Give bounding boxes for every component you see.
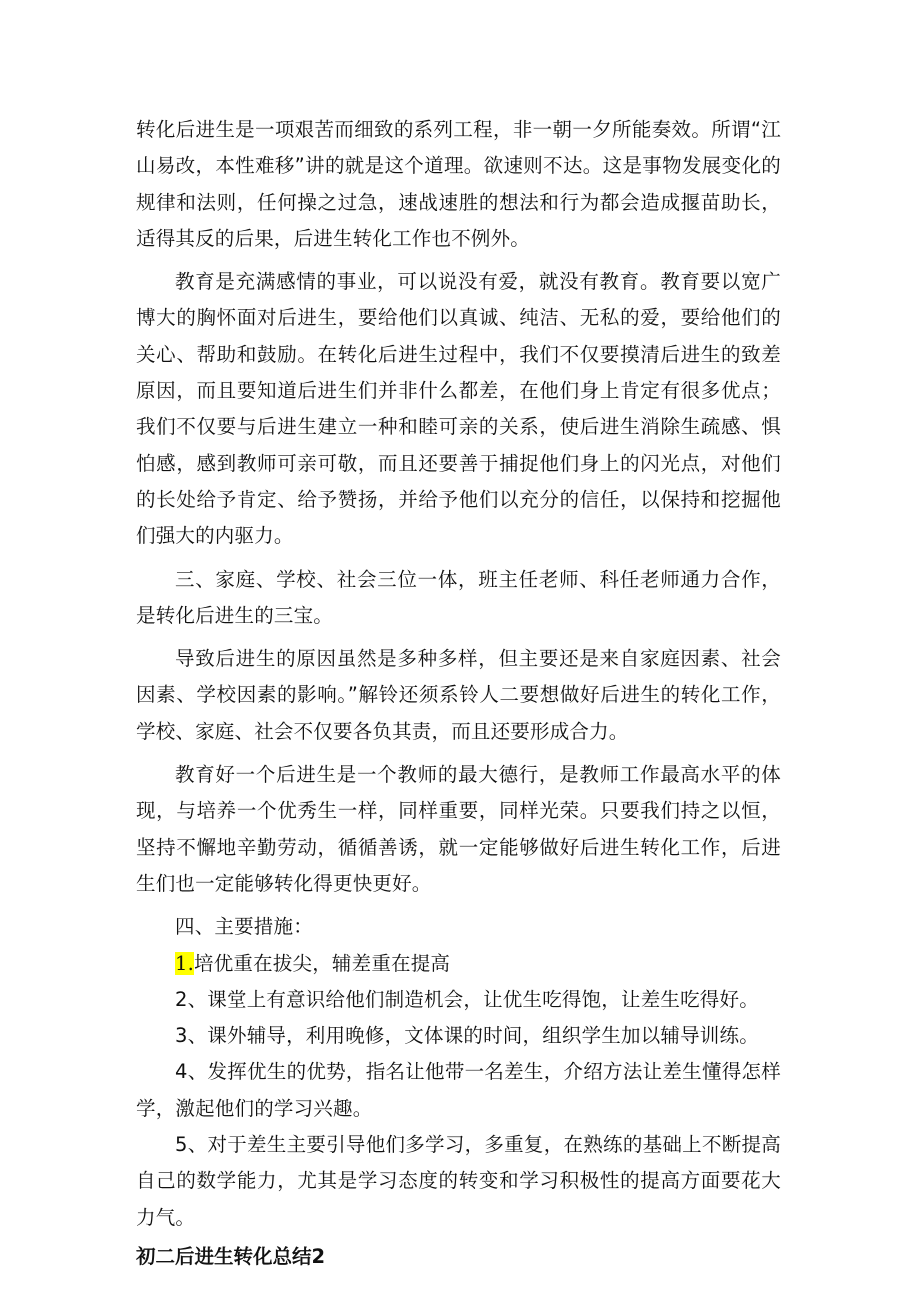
measure-number-5: 5 xyxy=(175,1133,188,1157)
paragraph-1: 转化后进生是一项艰苦而细致的系列工程，非一朝一夕所能奏效。所谓“江山易改，本性难移”讲的就是这个道理。欲速则不达。这是事物发展变化的规律和法则，任何操之过急，速战速胜的想法和行为都会造成揠苗助长，适得其反的后果，后进生转化工作也不例外。 xyxy=(136,118,781,250)
measure-item-5 xyxy=(136,1127,781,1236)
paragraph-2: 教育是充满感情的事业，可以说没有爱，就没有教育。教育要以宽广博大的胸怀面对后进生，要给他们以真诚、纯洁、无私的爱，要给他们的关心、帮助和鼓励。在转化后进生过程中，我们不仅要摸清后进生的致差原因，而且要知道后进生们并非什么都差，在他们身上肯定有很多优点；我们不仅要与后进生建立一种和睦可亲的关系，使后进生消除生疏感、惧怕感，感到教师可亲可敬，而且还要善于捕捉他们身上的闪光点，对他们的长处给予肯定、给予赞扬，并给予他们以充分的信任，以保持和挖掘他们强大的内驱力。 xyxy=(136,270,781,548)
paragraph-5: 教育好一个后进生是一个教师的最大德行，是教师工作最高水平的体现，与培养一个优秀生一样，同样重要，同样光荣。只要我们持之以恒，坚持不懈地辛勤劳动，循循善诱，就一定能够做好后进生转化工作，后进生们也一定能够转化得更快更好。 xyxy=(136,763,781,895)
measure-item-2 xyxy=(136,982,781,1018)
measure-item-4 xyxy=(136,1054,781,1127)
document-body xyxy=(136,112,781,1275)
measure-text-5: 、对于差生主要引导他们多学习，多重复，在熟练的基础上不断提高自己的数学能力，尤其是学习态度的转变和学习积极性的提高方面要花大力气。 xyxy=(136,1133,781,1229)
measure-text-1: 培优重在拔尖，辅差重在提高 xyxy=(194,951,451,975)
measure-number-4: 4 xyxy=(175,1060,188,1084)
measure-number-2: 2 xyxy=(175,987,188,1011)
paragraph-3: 三、家庭、学校、社会三位一体，班主任老师、科任老师通力合作，是转化后进生的三宝。 xyxy=(136,567,781,627)
section-heading: 初二后进生转化总结2 xyxy=(136,1244,326,1268)
measure-text-3: 、课外辅导，利用晚修，文体课的时间，组织学生加以辅导训练。 xyxy=(187,1024,759,1048)
highlighted-number: 1. xyxy=(175,951,195,975)
measure-item-1 xyxy=(136,946,781,982)
measures-title: 四、主要措施： xyxy=(175,915,313,939)
measure-item-3 xyxy=(136,1018,781,1054)
paragraph-4: 导致后进生的原因虽然是多种多样，但主要还是来自家庭因素、社会因素、学校因素的影响。”解铃还须系铃人二要想做好后进生的转化工作，学校、家庭、社会不仅要各负其责，而且还要形成合力。 xyxy=(136,647,781,743)
measure-text-2: 、课堂上有意识给他们制造机会，让优生吃得饱，让差生吃得好。 xyxy=(187,987,759,1011)
measure-number-3: 3 xyxy=(175,1024,188,1048)
measure-text-4: 、发挥优生的优势，指名让他带一名差生，介绍方法让差生懂得怎样学，激起他们的学习兴趣。 xyxy=(136,1060,781,1120)
